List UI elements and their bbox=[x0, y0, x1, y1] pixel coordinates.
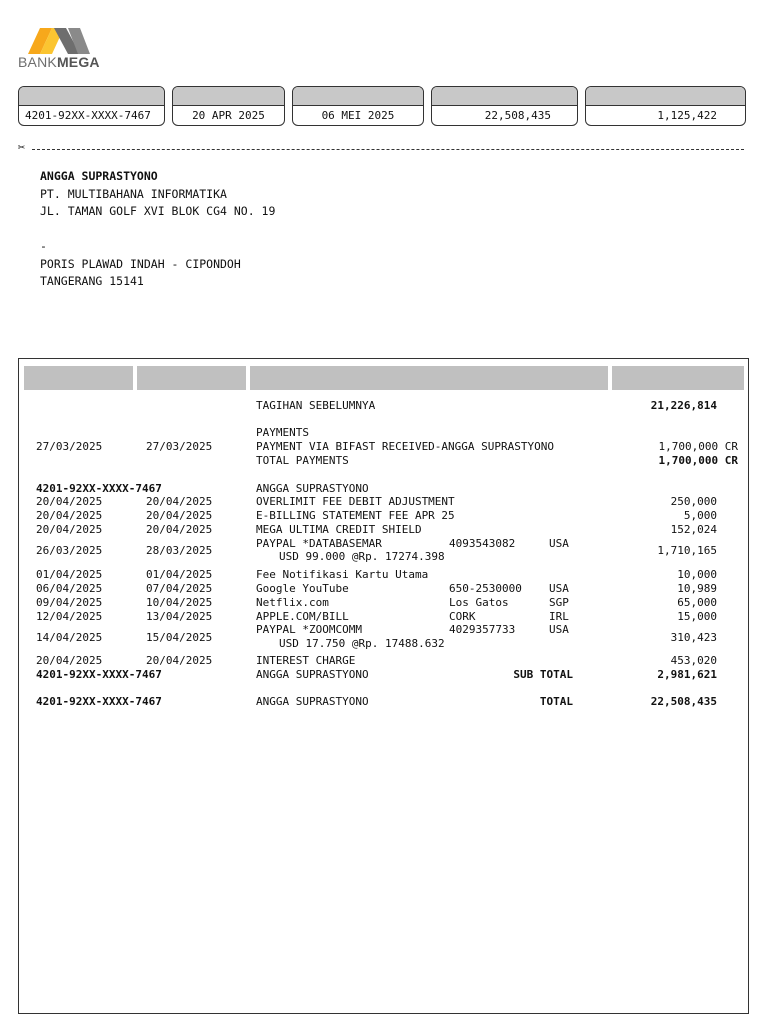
row-amount: 1,710,165 bbox=[657, 544, 717, 557]
address-line: TANGERANG 15141 bbox=[40, 274, 144, 288]
customer-address bbox=[40, 168, 275, 291]
row-amount: 250,000 bbox=[670, 495, 717, 508]
row-transaction-date: 01/04/2025 bbox=[36, 568, 103, 581]
previous-balance-amount: 21,226,814 bbox=[650, 399, 717, 412]
row-fx-rate: USD 17.750 @Rp. 17488.632 bbox=[279, 637, 445, 650]
row-fx-rate: USD 99.000 @Rp. 17274.398 bbox=[279, 550, 445, 563]
total-amount: 22,508,435 bbox=[650, 695, 717, 708]
row-description: E-BILLING STATEMENT FEE APR 25 bbox=[256, 509, 455, 522]
row-amount: 152,024 bbox=[670, 523, 717, 536]
subtotal-card-holder: ANGGA SUPRASTYONO bbox=[256, 668, 369, 681]
row-transaction-date: 12/04/2025 bbox=[36, 610, 103, 623]
payment-posting-date: 27/03/2025 bbox=[146, 440, 213, 453]
row-amount: 310,423 bbox=[670, 631, 717, 644]
table-header-description bbox=[250, 366, 608, 390]
row-location: 650-2530000 bbox=[449, 582, 522, 595]
total-payments-label: TOTAL PAYMENTS bbox=[256, 454, 349, 467]
previous-balance-label: TAGIHAN SEBELUMNYA bbox=[256, 399, 376, 412]
row-posting-date: 20/04/2025 bbox=[146, 495, 213, 508]
row-amount: 5,000 bbox=[683, 509, 717, 522]
subtotal-amount: 2,981,621 bbox=[657, 668, 717, 681]
summary-box-total-bill: 22,508,435 bbox=[431, 86, 578, 126]
row-country: IRL bbox=[549, 610, 569, 623]
row-description: INTEREST CHARGE bbox=[256, 654, 356, 667]
subtotal-card-number: 4201-92XX-XXXX-7467 bbox=[36, 668, 162, 681]
row-amount: 15,000 bbox=[677, 610, 717, 623]
row-transaction-date: 14/04/2025 bbox=[36, 631, 103, 644]
payment-transaction-date: 27/03/2025 bbox=[36, 440, 103, 453]
bank-logo-text: BANKMEGA bbox=[18, 54, 100, 70]
row-location: 4093543082 bbox=[449, 537, 516, 550]
payment-description: PAYMENT VIA BIFAST RECEIVED-ANGGA SUPRASTYONO bbox=[256, 440, 555, 453]
row-amount: 453,020 bbox=[670, 654, 717, 667]
row-posting-date: 20/04/2025 bbox=[146, 523, 213, 536]
row-amount: 10,989 bbox=[677, 582, 717, 595]
row-country: USA bbox=[549, 582, 569, 595]
row-location: 4029357733 bbox=[449, 623, 516, 636]
payments-header: PAYMENTS bbox=[256, 426, 309, 439]
row-description: OVERLIMIT FEE DEBIT ADJUSTMENT bbox=[256, 495, 455, 508]
row-description: Fee Notifikasi Kartu Utama bbox=[256, 568, 429, 581]
payment-amount: 1,700,000 CR bbox=[658, 440, 738, 453]
total-payments-amount: 1,700,000 CR bbox=[658, 454, 738, 467]
row-location: CORK bbox=[449, 610, 476, 623]
scissors-icon: ✂ bbox=[18, 140, 26, 154]
row-description: Google YouTube bbox=[256, 582, 349, 595]
row-posting-date: 15/04/2025 bbox=[146, 631, 213, 644]
row-transaction-date: 20/04/2025 bbox=[36, 654, 103, 667]
row-description: MEGA ULTIMA CREDIT SHIELD bbox=[256, 523, 422, 536]
card-number-header: 4201-92XX-XXXX-7467 bbox=[36, 482, 162, 495]
customer-name: ANGGA SUPRASTYONO bbox=[40, 169, 158, 183]
row-transaction-date: 20/04/2025 bbox=[36, 523, 103, 536]
total-card-number: 4201-92XX-XXXX-7467 bbox=[36, 695, 162, 708]
table-header-amount bbox=[612, 366, 744, 390]
address-line: JL. TAMAN GOLF XVI BLOK CG4 NO. 19 bbox=[40, 204, 276, 218]
row-transaction-date: 20/04/2025 bbox=[36, 509, 103, 522]
total-card-holder: ANGGA SUPRASTYONO bbox=[256, 695, 369, 708]
table-header-transaction-date bbox=[24, 366, 133, 390]
row-posting-date: 20/04/2025 bbox=[146, 654, 213, 667]
row-description: PAYPAL *DATABASEMAR bbox=[256, 537, 382, 550]
address-line bbox=[40, 221, 275, 239]
card-holder-header: ANGGA SUPRASTYONO bbox=[256, 482, 369, 495]
row-amount: 65,000 bbox=[677, 596, 717, 609]
row-transaction-date: 20/04/2025 bbox=[36, 495, 103, 508]
row-transaction-date: 26/03/2025 bbox=[36, 544, 103, 557]
row-country: SGP bbox=[549, 596, 569, 609]
row-description: Netflix.com bbox=[256, 596, 329, 609]
row-country: USA bbox=[549, 623, 569, 636]
row-description: PAYPAL *ZOOMCOMM bbox=[256, 623, 362, 636]
total-label: TOTAL bbox=[539, 695, 573, 708]
summary-box-due-date: 06 MEI 2025 bbox=[292, 86, 424, 126]
summary-box-statement-date: 20 APR 2025 bbox=[172, 86, 285, 126]
row-country: USA bbox=[549, 537, 569, 550]
row-posting-date: 10/04/2025 bbox=[146, 596, 213, 609]
address-line: PORIS PLAWAD INDAH - CIPONDOH bbox=[40, 256, 241, 271]
summary-box-card-number: 4201-92XX-XXXX-7467 bbox=[18, 86, 165, 126]
row-posting-date: 20/04/2025 bbox=[146, 509, 213, 522]
subtotal-label: SUB TOTAL bbox=[513, 668, 573, 681]
table-header-posting-date bbox=[137, 366, 246, 390]
row-posting-date: 07/04/2025 bbox=[146, 582, 213, 595]
row-location: Los Gatos bbox=[449, 596, 509, 609]
row-description: APPLE.COM/BILL bbox=[256, 610, 349, 623]
address-line: - bbox=[40, 239, 47, 253]
row-transaction-date: 06/04/2025 bbox=[36, 582, 103, 595]
row-posting-date: 28/03/2025 bbox=[146, 544, 213, 557]
row-posting-date: 01/04/2025 bbox=[146, 568, 213, 581]
row-posting-date: 13/04/2025 bbox=[146, 610, 213, 623]
cut-line bbox=[18, 142, 746, 156]
row-amount: 10,000 bbox=[677, 568, 717, 581]
address-line: PT. MULTIBAHANA INFORMATIKA bbox=[40, 186, 227, 201]
summary-box-minimum-payment: 1,125,422 bbox=[585, 86, 746, 126]
row-transaction-date: 09/04/2025 bbox=[36, 596, 103, 609]
